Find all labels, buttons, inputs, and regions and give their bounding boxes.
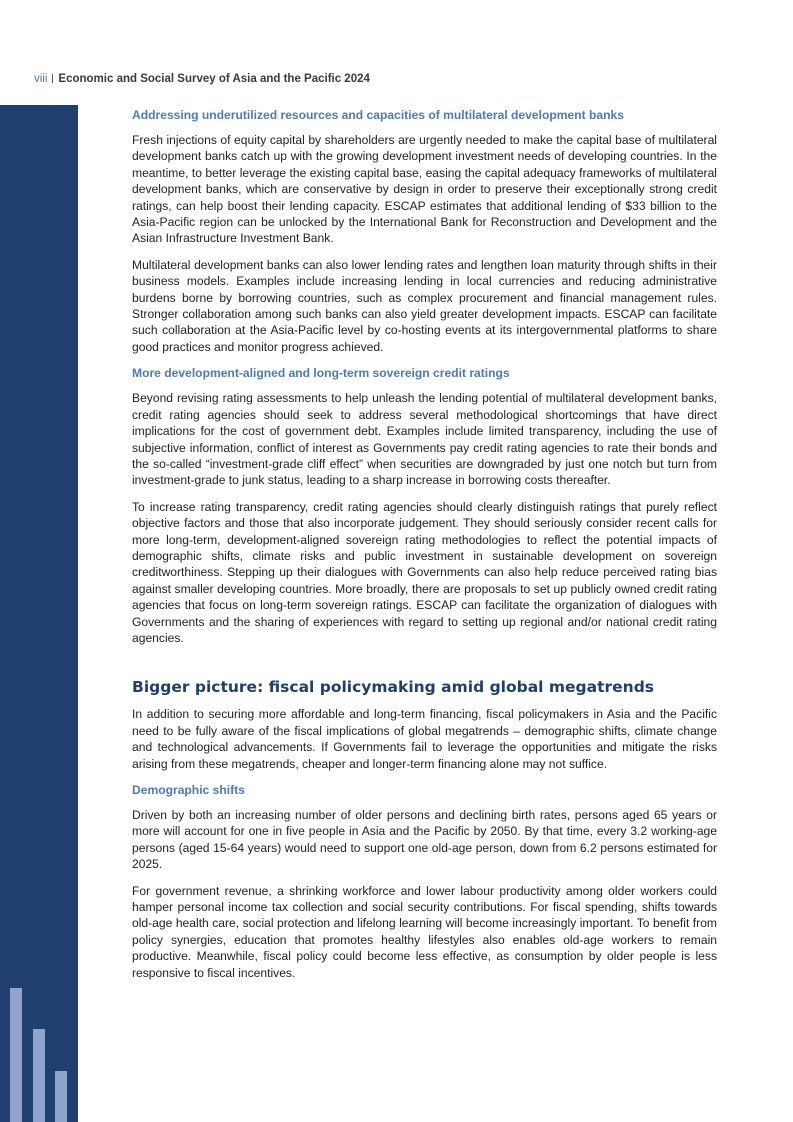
section-heading-bigger-picture: Bigger picture: fiscal policymaking amid global megatrends (132, 678, 655, 697)
sidebar-bar-short (55, 1071, 67, 1122)
paragraph: For government revenue, a shrinking workforce and lower labour productivity among older workers could hamper personal income tax collection and social security contributions. For fiscal spending, shifts towards old-age health care, social protection and lifelong learning will become increasingly important. To benefit from policy synergies, education that promotes healthy lifestyles also enables old-age workers to remain productive. Meanwhile, fiscal policy could become less effective, as consumption by older people is less responsive to fiscal incentives. (132, 883, 717, 980)
paragraph: To increase rating transparency, credit rating agencies should clearly distinguish ratings that purely reflect objective factors and those that also incorporate judgement. They should seriously consider recent calls for more long-term, development-aligned sovereign rating methodologies to reflect the potential impacts of demographic shifts, climate risks and public investment in sustainable development on sovereign creditworthiness. Stepping up their dialogues with Governments can also help reduce perceived rating bias against smaller developing countries. More broadly, there are proposals to set up publicly owned credit rating agencies that focus on long-term sovereign ratings. ESCAP can facilitate the organization of dialogues with Governments and the sharing of experiences with regard to setting up regional and/or national credit rating agencies. (132, 499, 717, 645)
paragraph: Beyond revising rating assessments to help unleash the lending potential of multilateral development banks, credit rating agencies should seek to address several methodological shortcomings that have direct implications for the cost of government debt. Examples include limited transparency, including the use of subjective information, conflict of interest as Governments pay credit rating agencies to rate their bonds and the so-called “investment-grade cliff effect” when securities are downgraded by just one notch but turn from investment-grade to junk status, leading to a sharp increase in borrowing costs thereafter. (132, 391, 717, 488)
sidebar-bar-medium (33, 1029, 45, 1122)
section-heading-mdb: Addressing underutilized resources and capacities of multilateral development banks (132, 108, 624, 122)
paragraph: In addition to securing more affordable and long-term financing, fiscal policymakers in Asia and the Pacific need to be fully aware of the fiscal implications of global megatrends – demographic shifts, climate change and technological advancements. If Governments fail to leverage the opportunities and mitigate the risks arising from these megatrends, cheaper and longer-term financing alone may not suffice. (132, 707, 717, 771)
section-heading-credit-ratings: More development-aligned and long-term sovereign credit ratings (132, 366, 510, 381)
sidebar-decoration (0, 105, 78, 1122)
paragraph: Fresh injections of equity capital by shareholders are urgently needed to make the capital base of multilateral development banks catch up with the growing development investment needs of developing countries. In the meantime, to better leverage the existing capital base, easing the capital adequacy frameworks of multilateral development banks, which are conservative by design in order to preserve their exceptionally strong credit ratings, can help boost their lending capacity. ESCAP estimates that additional lending of $33 billion to the Asia-Pacific region can be unlocked by the International Bank for Reconstruction and Development and the Asian Infrastructure Investment Bank. (132, 133, 717, 246)
running-header (34, 73, 370, 85)
paragraph: Driven by both an increasing number of older persons and declining birth rates, persons aged 65 years or more will account for one in five people in Asia and the Pacific by 2050. By that time, every 3.2 working-age persons (aged 15-64 years) would need to support one old-age person, down from 6.2 persons estimated for 2025. (132, 808, 717, 872)
publication-title: Economic and Social Survey of Asia and the Pacific 2024 (58, 73, 370, 85)
subsection-heading-demographic: Demographic shifts (132, 783, 245, 797)
page-number: viii (34, 73, 48, 85)
paragraph: Multilateral development banks can also lower lending rates and lengthen loan maturity through shifts in their business models. Examples include increasing lending in local currencies and reducing administrative burdens borne by borrowing countries, such as complex procurement and financial management rules. Stronger collaboration among such banks can also yield greater development impacts. ESCAP can facilitate such collaboration at the Asia-Pacific level by co-hosting events at its intergovernmental platforms to share good practices and monitor progress achieved. (132, 257, 717, 354)
header-divider (52, 74, 53, 83)
main-content (132, 107, 717, 991)
sidebar-bar-tall (10, 988, 22, 1122)
